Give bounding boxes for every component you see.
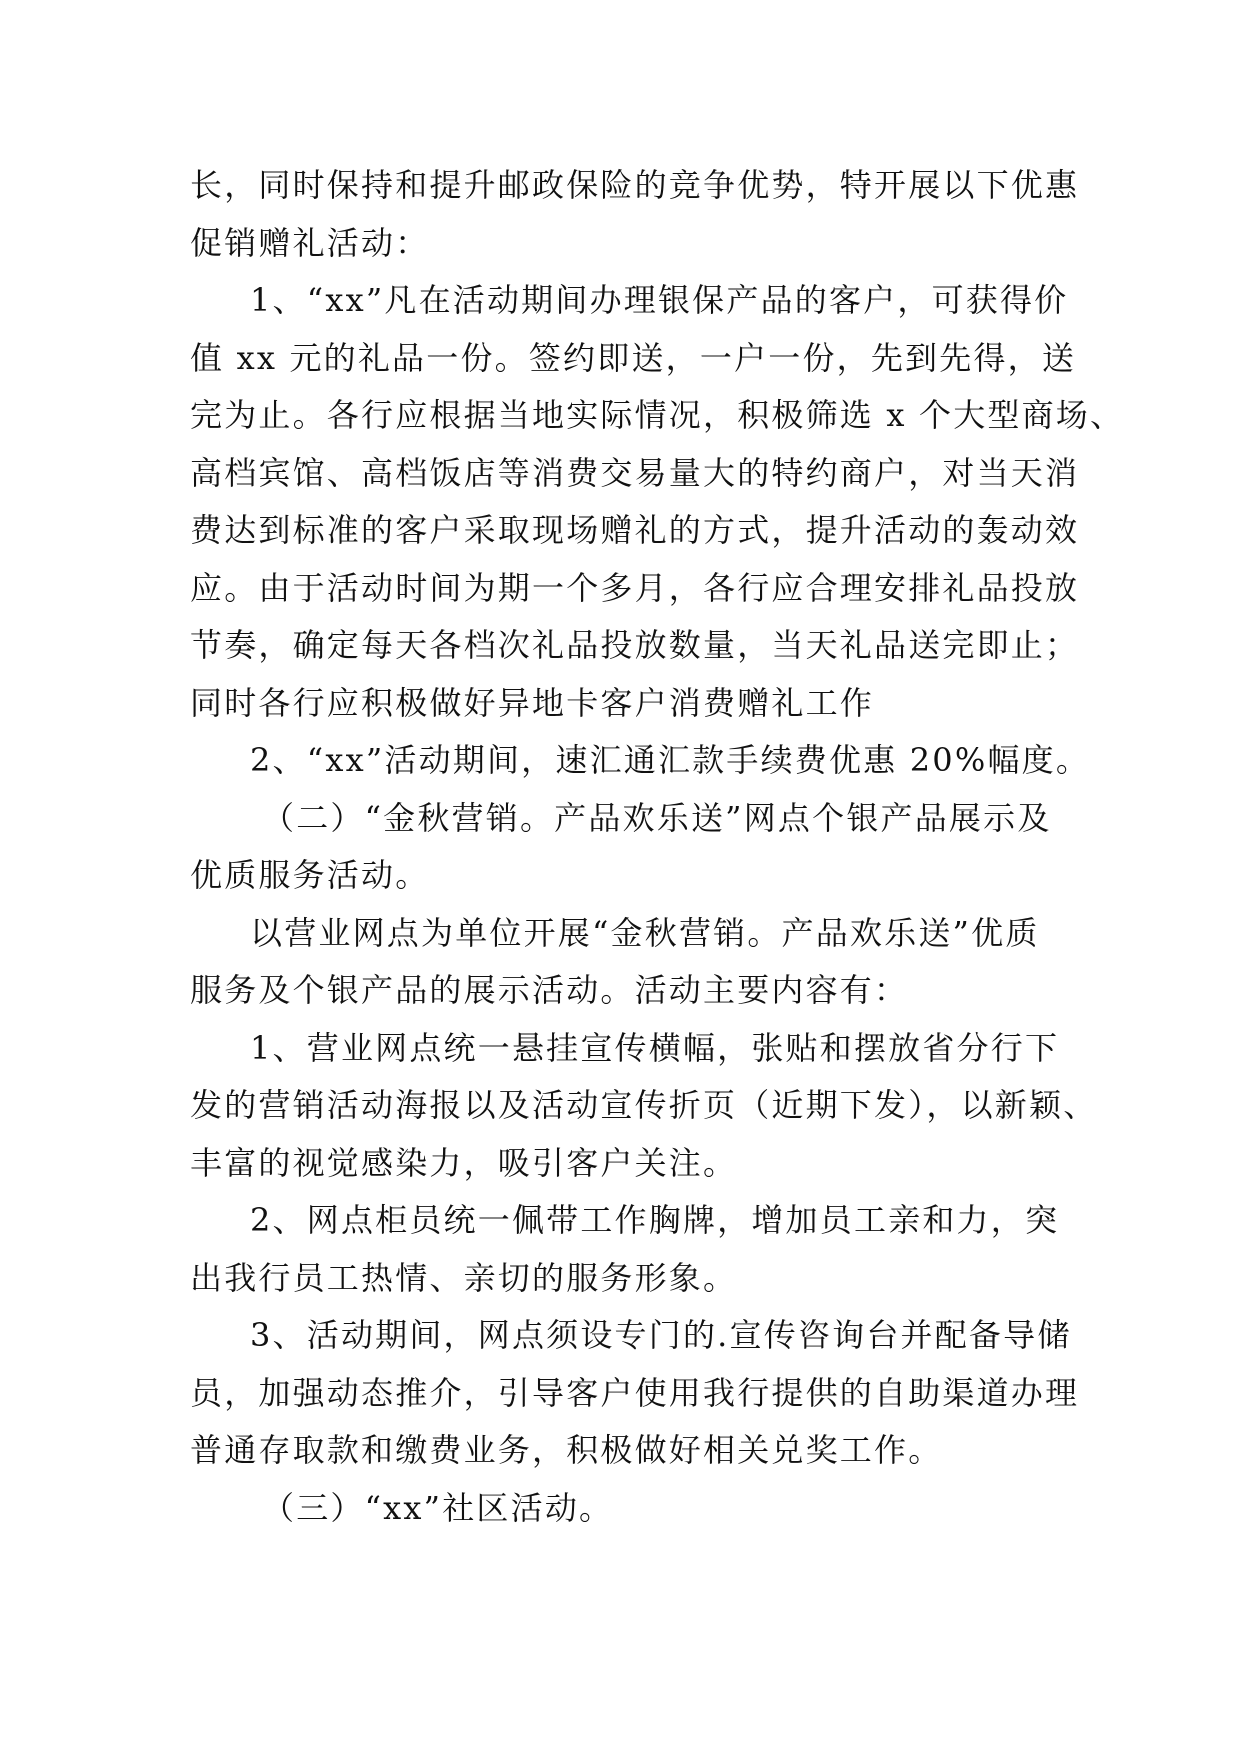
text-line: 优质服务活动。 bbox=[190, 856, 430, 894]
text-line: 员，加强动态推介，引导客户使用我行提供的自助渠道办理 bbox=[190, 1374, 1080, 1412]
text-line: 促销赠礼活动： bbox=[190, 224, 430, 262]
text-line: 1、营业网点统一悬挂宣传横幅，张贴和摆放省分行下 bbox=[250, 1029, 1060, 1067]
text-line: 1、“xx”凡在活动期间办理银保产品的客户，可获得价 bbox=[250, 281, 1069, 319]
text-line: 费达到标准的客户采取现场赠礼的方式，提升活动的轰动效 bbox=[190, 511, 1080, 549]
text-line: 以营业网点为单位开展“金秋营销。产品欢乐送”优质 bbox=[250, 914, 1040, 952]
text-line: 发的营销活动海报以及活动宣传折页（近期下发），以新颖、 bbox=[190, 1086, 1098, 1124]
text-line: 出我行员工热情、亲切的服务形象。 bbox=[190, 1259, 738, 1297]
text-line: 高档宾馆、高档饭店等消费交易量大的特约商户，对当天消 bbox=[190, 454, 1080, 492]
text-line: 值 xx 元的礼品一份。签约即送，一户一份，先到先得，送 bbox=[190, 339, 1077, 377]
text-line: 丰富的视觉感染力，吸引客户关注。 bbox=[190, 1144, 738, 1182]
text-line: 节奏，确定每天各档次礼品投放数量，当天礼品送完即止； bbox=[190, 626, 1080, 664]
text-line: 应。由于活动时间为期一个多月，各行应合理安排礼品投放 bbox=[190, 569, 1080, 607]
text-line: 3、活动期间，网点须设专门的.宣传咨询台并配备导储 bbox=[250, 1316, 1072, 1354]
text-line: 2、“xx”活动期间，速汇通汇款手续费优惠 20%幅度。 bbox=[250, 741, 1091, 779]
text-line: （二）“金秋营销。产品欢乐送”网点个银产品展示及 bbox=[262, 799, 1052, 837]
text-line: 普通存取款和缴费业务，积极做好相关兑奖工作。 bbox=[190, 1431, 943, 1469]
text-line: 完为止。各行应根据当地实际情况，积极筛选 x 个大型商场、 bbox=[190, 396, 1125, 434]
text-line: 服务及个银产品的展示活动。活动主要内容有： bbox=[190, 971, 909, 1009]
text-line: 长，同时保持和提升邮政保险的竞争优势，特开展以下优惠 bbox=[190, 166, 1080, 204]
text-line: （三）“xx”社区活动。 bbox=[262, 1489, 614, 1527]
text-line: 同时各行应积极做好异地卡客户消费赠礼工作 bbox=[190, 684, 875, 722]
text-line: 2、网点柜员统一佩带工作胸牌，增加员工亲和力，突 bbox=[250, 1201, 1060, 1239]
